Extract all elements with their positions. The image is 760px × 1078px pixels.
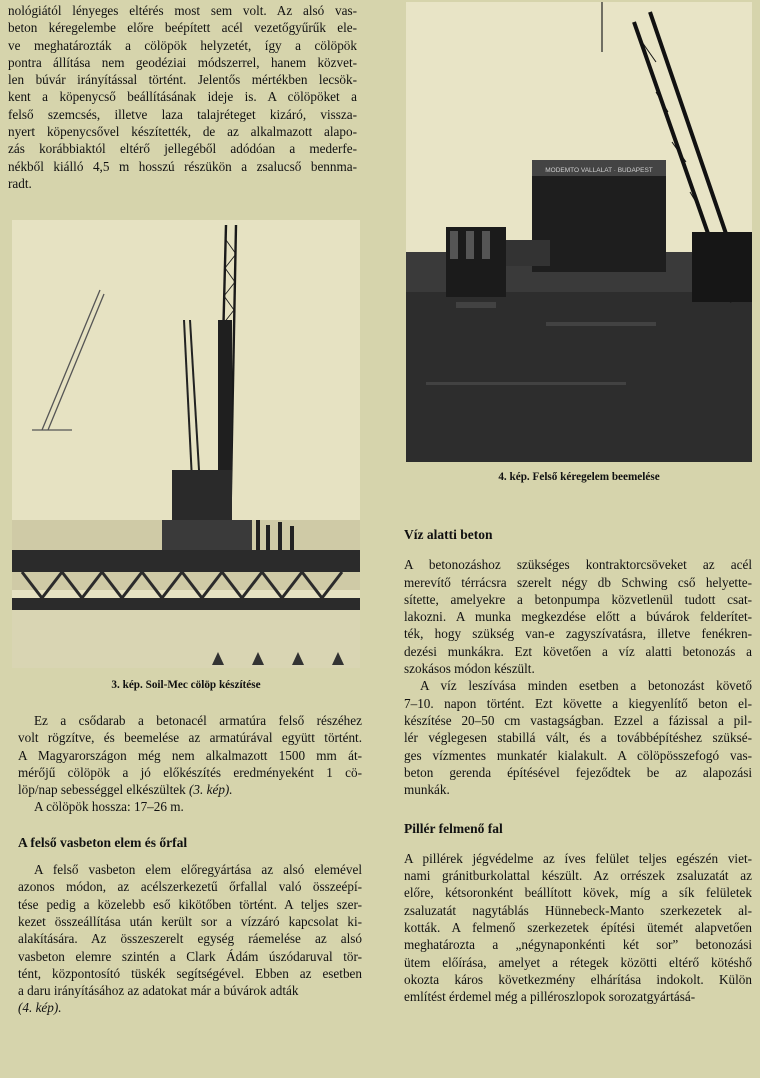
- text-line: volt rögzítve, és beemelése az armatúrával együtt történt.: [18, 730, 362, 746]
- text-line: szokásos módon készült.: [404, 661, 535, 677]
- text-line: Ez a csődarab a betonacél armatúra felső részéhez: [34, 713, 362, 728]
- photo-4-image: [406, 2, 752, 462]
- left-lower-text: [18, 712, 362, 1017]
- text-line: lakozni. A munka megkezdése előtt a búvárok felderítet-: [404, 609, 752, 625]
- text-line: meghatározta a „négynaponkénti két sor” betonozási: [404, 937, 752, 953]
- text-line: dezési munkákra. Ezt követően a víz alatti betonozás a: [404, 643, 752, 659]
- paragraph-pile-length: A cölöpök hossza: 17–26 m.: [34, 799, 184, 815]
- text-line: munkák.: [404, 782, 450, 798]
- text-line: löp/nap sebességgel elkészültek (3. kép).: [18, 782, 233, 798]
- text-line: zsaluzatát nagytáblás Hünnebeck-Manto szerkezetek al-: [404, 902, 752, 918]
- right-text: [404, 526, 752, 1005]
- text-line: okozta káros következmény elhárítása indokolt. Külön: [404, 971, 752, 987]
- text-line: beton gerenda építésével fejeződtek be az alapozási: [404, 764, 752, 780]
- text-line: radt.: [8, 175, 32, 191]
- text-line: merevítő térrácsra szerelt négy db Schwing cső helyette-: [404, 574, 752, 590]
- text-line: vasbeton elemre szintén a Clark Ádám úszódaruval tör-: [18, 948, 362, 964]
- text-line: mérőjű cölöpök a jó előkészítés eredményeként 1 cö-: [18, 764, 362, 780]
- text-line: A pillérek jégvédelme az íves felület teljes egészén viet-: [404, 850, 752, 866]
- caption-photo-3: 3. kép. Soil-Mec cölöp készítése: [111, 679, 261, 691]
- text-line: beton kéregelembe előre beépített acél vezetőgyűrűk ele-: [8, 20, 357, 36]
- text-line: ték, hogy szükség van-e zagyszívatásra, illetve fenékren-: [404, 626, 752, 642]
- text-line: zás korábbiaktól eltérő jellegéből adódóan a mederfe-: [8, 141, 357, 157]
- intro-lines: [8, 2, 357, 192]
- heading-underwater-concrete: Víz alatti beton: [404, 527, 493, 542]
- paragraph-contractor-pipes: [404, 556, 752, 677]
- heading-pier-wall: Pillér felmenő fal: [404, 821, 503, 837]
- paragraph-pile-armature: [18, 712, 362, 798]
- shell-sign-text: MODEMTO VALLALAT · BUDAPEST: [545, 167, 653, 174]
- text-line: sítette, amelyekre a betonpumpa közvetlenül tudott csat-: [404, 591, 752, 607]
- text-line: a daru irányításához az adatokat már a búvárok adták: [18, 983, 299, 999]
- text-line: tént, központosító tüskék segítségével. Ebben az esetben: [18, 965, 362, 981]
- paragraph-water-removal: [404, 677, 752, 798]
- photo-3-image: [12, 220, 360, 668]
- text-line: nékből kiálló 4,5 m hosszú részükön a zsalucső bennma-: [8, 158, 357, 174]
- text-line: alakítására. Az összeszerelt egység ráemelése az alsó: [18, 931, 362, 947]
- figure-reference: (4. kép).: [18, 1000, 62, 1016]
- photo-soil-mec-pile: [12, 220, 360, 668]
- text-line: ges vízmentes munkatér kialakult. A cölöpösszefogó vas-: [404, 747, 752, 763]
- text-line: kották. A felmenő szerkezetek építési ütemét alapvetően: [404, 919, 752, 935]
- text-line: felső szemcsés, illetve laza talajréteget kizáró, vissza-: [8, 106, 357, 122]
- text-line: kezet összeállítása után került sor a vízzáró kapcsolat ki-: [18, 913, 362, 929]
- caption-photo-4: 4. kép. Felső kéregelem beemelése: [498, 471, 660, 483]
- heading-upper-element: A felső vasbeton elem és őrfal: [18, 834, 188, 850]
- text-line: ütem előírása, amelyet a rétegek közötti eltérő kötéshő: [404, 954, 752, 970]
- paragraph-pier-ice-protection: [404, 850, 752, 1006]
- text-line: ve meghatározták a cölöpök helyzetét, így a cölöpök: [8, 37, 357, 53]
- text-line: készítése 20–50 cm vastagságban. Ezzel a fázissal a pil-: [404, 712, 752, 728]
- text-line: A felső vasbeton elem előregyártása az alsó elemével: [34, 862, 362, 878]
- photo-upper-shell-lifting: [406, 2, 752, 462]
- figure-reference: (3. kép).: [185, 782, 233, 798]
- text-line: tése pedig a közelebb eső kikötőben történt. A teljes szer-: [18, 896, 362, 912]
- text-line: A víz leszívása minden esetben a betonozást követő: [420, 678, 752, 694]
- left-intro-paragraph: [8, 2, 357, 192]
- text-line: lér véglegesen stabillá vált, és a továbbépítéshez szüksé-: [404, 730, 752, 746]
- text-line: A Magyarországon még nem alkalmazott 1500 mm át-: [18, 747, 362, 763]
- text-line: előre, kétsoronként beállított kövek, míg a sík felületek: [404, 885, 752, 901]
- text-line: nami gránitburkolattal készült. Az orrészek zsaluzatát az: [404, 868, 752, 884]
- text-line: 7–10. napon történt. Ezt követte a kiegyenlítő beton el-: [404, 695, 752, 711]
- text-line: nológiától lényeges eltérés most sem volt. Az alsó vas-: [8, 3, 357, 18]
- text-line: A betonozáshoz szükséges kontraktorcsöveket az acél: [404, 557, 752, 573]
- text-line: azonos módon, az acélszerkezetű őrfallal való összeépí-: [18, 879, 362, 895]
- text-line: pontra állítása nem geodéziai módszerrel, hanem közvet-: [8, 54, 357, 70]
- text-line: len búvár irányítással történt. Jelentős mértékben lecsök-: [8, 72, 357, 88]
- text-line: kent a köpenycső beállításának ideje is. A cölöpöket a: [8, 89, 357, 105]
- text-line: említést érdemel még a pilléroszlopok sorozatgyártásá-: [404, 989, 696, 1005]
- paragraph-upper-element: [18, 861, 362, 1017]
- text-line: nyert köpenycsővel készítették, de az alkalmazott alapo-: [8, 124, 357, 140]
